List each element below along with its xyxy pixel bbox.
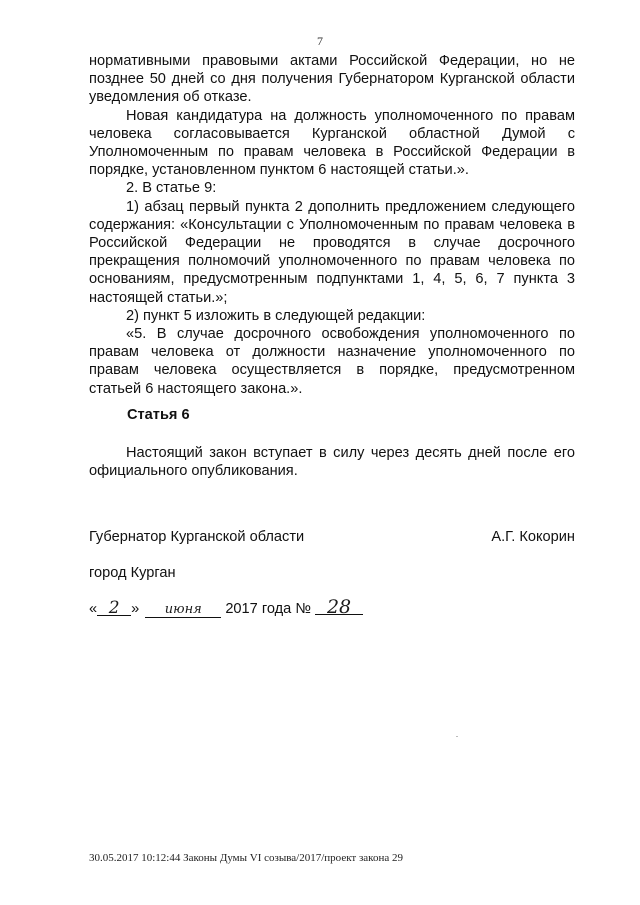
handwritten-day: 2 — [97, 601, 131, 616]
paragraph: 1) абзац первый пункта 2 дополнить предложением следующего содержания: «Консультации с Уполномоченным по правам человека в Российской Федерации не проводятся в случае досрочного прекращения полномочий уполномоченного по правам человека по основаниям, предусмотренным подпунктами 1, 4, 5, 6, 7 пункта 3 настоящей статьи.»; — [89, 198, 575, 306]
article-heading: Статья 6 — [127, 407, 190, 423]
body-text — [89, 52, 575, 398]
paragraph: «5. В случае досрочного освобождения уполномоченного по правам человека от должности назначение уполномоченного по правам человека осуществляется в порядке, предусмотренном статьей 6 настоящего закона.». — [89, 326, 575, 397]
law-text — [89, 444, 575, 480]
paragraph: Настоящий закон вступает в силу через десять дней после его официального опубликования. — [89, 445, 575, 480]
paragraph: нормативными правовыми актами Российской Федерации, но не позднее 50 дней со дня получения Губернатором Курганской области уведомления об отказе. — [89, 53, 575, 106]
paragraph: 2. В статье 9: — [126, 180, 217, 197]
close-quote: » — [131, 601, 140, 617]
handwritten-number: 28 — [315, 600, 363, 615]
year-text: 2017 года № — [225, 601, 311, 617]
handwritten-month: июня — [145, 603, 221, 618]
scan-speck — [456, 736, 458, 737]
open-quote: « — [89, 601, 98, 617]
paragraph: Новая кандидатура на должность уполномоченного по правам человека согласовывается Курганской областной Думой с Уполномоченным по правам человека в Российской Федерации в порядке, установленном пунктом 6 настоящей статьи.». — [89, 107, 575, 179]
paragraph: 2) пункт 5 изложить в следующей редакции: — [126, 307, 426, 324]
city: город Курган — [89, 565, 176, 581]
signature-title: Губернатор Курганской области — [89, 529, 305, 545]
signature-name: А.Г. Кокорин — [491, 529, 575, 545]
date-line — [89, 596, 363, 618]
page-number: 7 — [317, 34, 323, 48]
footer: 30.05.2017 10:12:44 Законы Думы VI созыва/2017/проект закона 29 — [89, 852, 403, 864]
